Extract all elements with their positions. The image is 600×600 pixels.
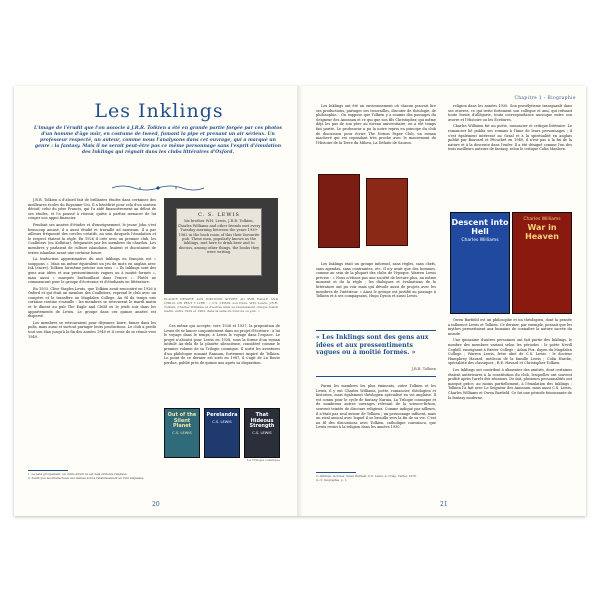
- pull-quote-rule-bottom: [316, 376, 436, 377]
- paragraph: Pendant ses années d'études et d'enseignement, le jeune John s'est beaucoup amusé, il a aussi étudié et travaillé ad nauseam. Il a par ailleurs fréquenté des cercles créatifs, au sein desquels l'émulation et le respect étaient la règle. En 1926 il crée avec un premier club, les Coalbiters (ou Kolbítar), fréquentés par les membres du chardon. Les membres y parlaient de culture islandaise, lisaient et discutaient de textes islandais avant une certaine heure.: [28, 222, 156, 255]
- paragraph: Ces même qui accepte, vers 1936 et 1937, la proposition de Lewis de se lancer conjointement dans un projet d'écriture : à lui le voyage dans le temps, à Lewis le voyage dans l'espace. Le projet n'aboutit pour Lewis en 1938, sous la forme d'un roman intitulé Au-delà de la planète silencieuse, considéré comme le premier volume de sa Trilogie cosmique. Il sortit les aventures d'un philologue nommé Ransom, fortement inspiré de Tolkien. Le point de ce dernier est sorti en 1987, il s'agit de La Route perdue, publié près de quinze ans après sa disparition.: [164, 324, 280, 365]
- right-page: [300, 86, 586, 516]
- plaque-text: his brother W.H. Lewis, J.R.R. Tolkien, Charles Williams and other friends met every Tuesday morning between the years 1939-1962 in the back room of this their favourite pub. These men, popularly known as the Inklings, met here to drink beer and to discuss, among other things, the books they were writing.: [177, 219, 261, 255]
- book-cover-war-in-heaven: Charles Williams War in Heaven: [512, 212, 572, 314]
- book-cover-perelandra: Perelandra C.S. LEWIS: [204, 408, 240, 458]
- right-column-1-middle: [316, 262, 436, 301]
- book-cover-hideous-strength: That Hideous Strength C.S. LEWIS: [244, 408, 280, 458]
- left-column-1: [28, 198, 156, 341]
- right-column-1-bottom: [316, 384, 436, 432]
- page-number: 20: [152, 501, 160, 508]
- book-cover-red-2: [366, 178, 408, 246]
- page-number: 21: [440, 501, 448, 508]
- book-cover-descent-into-hell: Descent into Hell Charles Williams: [450, 212, 510, 314]
- book-cover-silent-planet: Out of the Silent Planet C.S. LEWIS: [164, 408, 200, 458]
- paragraph: Une quinzaine d'autres personnes ont fait partie des Inklings, le nombre des membres variant selon les périodes : le poète Nevill Coghill, enseignant à Exeter College ; Adam Fox, doyen du Magdalen College ; Warren Lewis, frère aîné de C.S. Lewis ; le docteur Humphrey Havard, médecin de la famille Lewis ; Colin Hardie, spécialiste des classiques ; R.E. Havard et Christopher Tolkien.: [448, 338, 572, 366]
- plaque-heading: C. S. LEWIS: [198, 212, 240, 218]
- footnote-rule: [28, 470, 68, 471]
- photo-caption: PLAQUE DESSÉE AUX INKLINGS SITUÉE AU PUB EAGLE AND CHILD. ON PEUT Y LIRE : « C.S. LEWIS, son frère, W.H. Lewis, J.R.R. Tolkien, Charles Williams et d'autres amis se réunissaient chaque mardi matin, entre 1939 et 1962, dans la salle du fond de ce pub. »: [164, 297, 278, 313]
- paragraph: J.R.R. Tolkien a d'abord fait de brillantes études dans certaines des meilleures écoles du Royaume-Uni. Il a bénéficié pour cela d'un soutien décisif, celui du père Francis, qui l'a aidé financièrement au début de ses études, et l'a poussé à réussir, quitte à parfois menacer de lui couper son appui financier.: [28, 198, 156, 221]
- left-page: [14, 86, 300, 516]
- book-spread: [14, 86, 586, 516]
- paragraph: Charles Williams fut un poète, romancier et critique littéraire. Le romancier lié publia ses romans à l'âme de leurs personnages ; il s'est également intéressé au Graal et à la spiritualité en anglais publié par Bouvard et Pécuchet en 1949, il n'est pas à la fin de la nature et à la descente dans l'enfer. Il a été désigné comme l'un des trois meilleurs auteurs de fantasy, selon le critique Colin Manlove.: [448, 124, 572, 152]
- ornament-divider: [110, 184, 206, 192]
- pull-quote: « Les Inklings sont des gens aux idées et aux pressentiments vagues ou à moitié formés. »: [316, 334, 429, 357]
- footnote: 4. cf. biographie, p. 1.: [316, 478, 348, 482]
- book-gutter: [297, 86, 303, 516]
- paragraph: En 1933, Clive Staples Lewis, que Tolkien avait rencontré en 1926 à Oxford et qui était un membre des Coalbiters, reprend le club avec un compère et le transfère au Magdalen College. Au fil du temps une certaine routine s'installe : les membres se retrouvent le mardi matin et le dînent au pub The Eagle and Child ou le jeudi soir dans les appartements de Lewis. Le groupe dans ces quinze années est dispersé.: [28, 286, 156, 319]
- paragraph: Les membres se retrouvaient pour déjeuner, boire, fumer dans les pubs, mais aussi et surtout partager leurs productions. Le club a perdu tout son élan jusqu'à la fin des années 1940 et il cesse de se réunir vers 1949.: [28, 320, 156, 339]
- right-column-2-bottom: [448, 318, 572, 402]
- left-column-2: [164, 324, 280, 367]
- chapter-title: Les Inklings: [94, 100, 224, 122]
- pull-quote-rule-top: [316, 330, 436, 331]
- paragraph: Les Inklings ont contribué à alimenter des amitiés, dont certaines étaient antérieures à la constitution du club, lesquelles ont souvent profité après l'arrêt des réunions. De fait, plusieurs personnalités ont marqué grâce, au moins partiellement, à l'émulation des Inklings : Tolkien l'a fait avec Le Seigneur des Anneaux, mais aussi C.S. Lewis, Charles Williams et Owen Barfield. Ce fut une période foisonnante de la fantasy moderne.: [448, 367, 572, 400]
- plaque: [176, 208, 262, 276]
- footnote-rule: [316, 472, 356, 473]
- paragraph: Les Inklings ont été un environnement où chacun pouvait lire ses productions, partager ses trouvailles, discuter de théologie, de philosophie... On suppose que Tolkien y a soumis des passages du Seigneur des Anneaux et ce qui que son fils Christopher, qui même déjà les pas de son père au niveau universitaire, en a été temps fait partie. Le professeur a pu la notre repris en principe du club de discussion pour écrire The Notion Paper Club, un roman inachevé qui est cependant très proche avec le mouvement de l'Histoire de la Terre du Milieu, La Défaite de Sauron.: [316, 104, 436, 145]
- pull-quote-source: J.R.R. Tolkien: [411, 367, 436, 371]
- footnote: 3. Inklings, lectures, Owen Barfield, C.S. Lewis, A. Crisp, Carter, 1978.: [316, 474, 417, 478]
- paragraph: Owen Barfield est un philosophe et un théologien, dont la pensée a influencé Lewis et Tolkien. Ce dernier, par exemple, pensait que les mythes permettaient aux humains de connaître la nature sacrée du monde.: [448, 318, 572, 336]
- right-column-2-top: [448, 104, 572, 154]
- intro-paragraph: L'image de l'érudit que l'on associe à J.R.R. Tolkien a été en grande partie forgée par ces photos d'un homme d'âge mûr, en costume de tweed, fumant la pipe et prenant un air sérieux. Un professeur respecté, un auteur, comme nous l'analysons dans cet ouvrage, qui a marqué un genre : la fantasy. Mais il ne serait peut-être pas ce même personnage sans l'esprit d'émulation des Inklings qui régnait dans les clubs littéraires d'Oxford.: [34, 126, 282, 156]
- right-column-1-top: [316, 104, 436, 147]
- book-cover-red-1: [318, 174, 360, 248]
- paragraph: La traduction approximative du mot Inklings en français est « souppons ». Mais un même équivalent un jeu de mots en anglais avec Ink (encre). Tolkien lui-même précise son sens : « Ils Inklings sont des gens aux idées et aux pressentiments vagues ou à moitié formés », mais aussi « marqués barbouillant dans l'encre ». Plutôt ne commencent pour le groupe d'écrivains et d'étudiants en littérature.: [28, 257, 156, 285]
- books-caption: La Trilogie cosmique: [247, 458, 280, 462]
- footnote: 2. Avant que les intellectuels eux-mêmes sont à l'établissement en l'été Anglaises.: [28, 476, 145, 480]
- running-head: Chapitre 1 - Biographie: [514, 95, 576, 100]
- footnote: 1. Le sens groupement, un clairs dirent ne est déjà évidente relatives.: [28, 472, 128, 476]
- pub-plaque-photo: [164, 198, 278, 294]
- paragraph: religion dans les années 1930. Son prosélytisme transparaît dans ses œuvres, ce qui irrite fortement son collègue et ami, qui refusait toute forme d'allégorie, toute correspondance univoque entre son œuvre et l'Histoire ou les Écritures.: [448, 104, 572, 122]
- paragraph: Les Inklings était un groupe informel, sans règles, sans chefs, sans agendas, sans contraintes, etc. Il n'y avait que des hommes, comme au sein de la plupart des clubs de l'époque. Warren Lewis précise : « Nous n'étions pas une société de lecture plus, au même moment et du la règle ; les dialogues et évaluations de la littérature ont pu voir mais qui dévoile aussi de projets avec les membres de l'intérieur. » Ainsi le groupe est justifié au passage à Tolkien et à ses compagnons, Hugo Dyson et aussi Lewis.: [316, 262, 436, 299]
- paragraph: Parmi les membres les plus éminents, outre Tolkien et les Lewis, il y eut Charles Williams, poète, romancier, théologien et historien, mais également théologien spécialisé en vie anglaise. Il est connu pour le cycle de fantasy Narnia, La Trilogie cosmique et de nombreux autres ouvrages relevant de la science-fiction, souvent teintés de discours religieux. Comme indiqué par ailleurs, il n'était pas seul autour de Tolkien ; un personnage influent, mais un rival amical avec lequel il se brouilla vers la fin de sa vie. C'est au fil des discussions avec Tolkien, catholique convaincu, que Lewis revint à la religion dans les années 1930.: [316, 384, 436, 430]
